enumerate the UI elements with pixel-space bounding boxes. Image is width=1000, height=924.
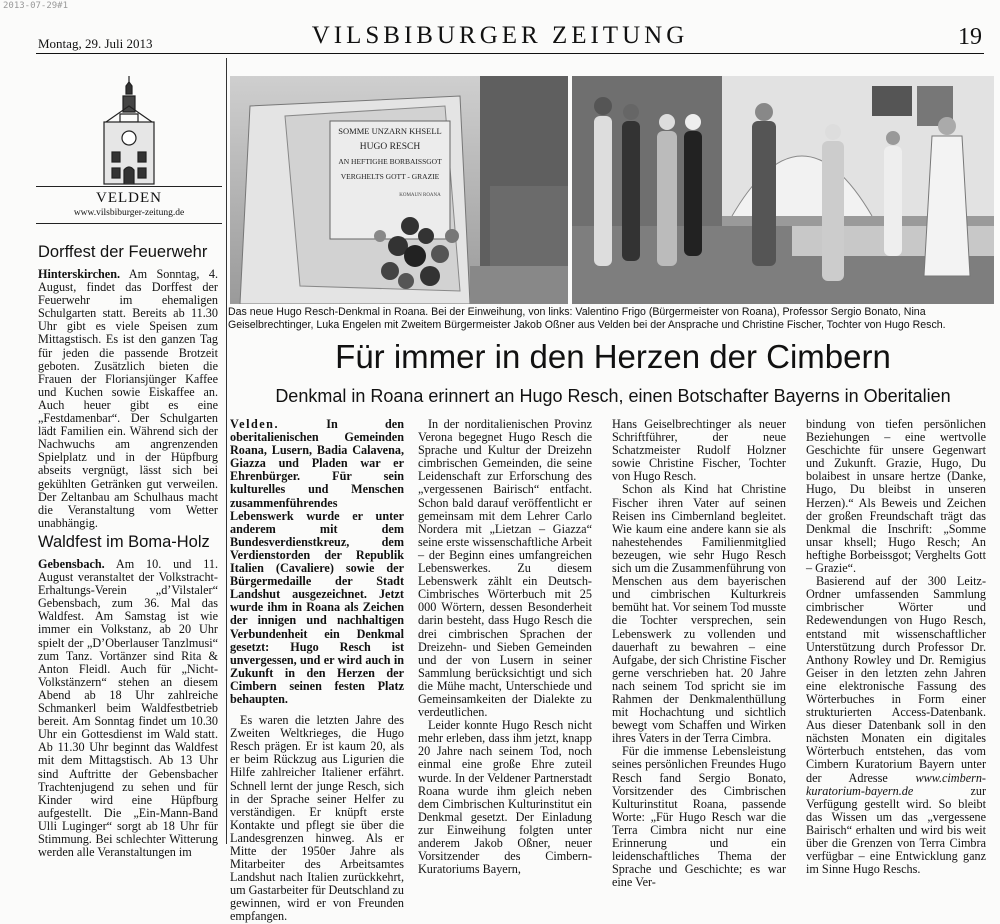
article-title-waldfest: Waldfest im Boma-Holz (38, 533, 210, 551)
website-link[interactable]: www.cimbern-kuratorium-bayern.de (806, 770, 986, 798)
lead-paragraph: In den oberitalienischen Gemeinden Roana, Lusern, Badia Calavena, Giazza und Pladen war er Ehrenbürger. Für sein kulturelles und Menschen zusammenführendes Lebenswerk wurde er unter anderem mit dem Bundesverdienstkreuz, dem Verdienstorden der Republik Italien (Cavaliere) sowie der Bürgermedaille der Stadt Landshut ausgezeichnet. Jetzt wurde ihm in Roana als Zeichen der innigen und nachhaltigen Verbundenheit ein Denkmal gesetzt: Hugo Resch ist unvergessen, und er wird auch in Zukunft in den Herzen der Cimbern seinen festen Platz behaupten. (230, 417, 404, 706)
subheadline: Denkmal in Roana erinnert an Hugo Resch, einen Botschafter Bayerns in Oberitalien (275, 386, 951, 406)
dateline: Velden. (230, 417, 279, 431)
section-rule (36, 186, 222, 187)
article-body-waldfest (38, 558, 218, 859)
article-title-dorffest: Dorffest der Feuerwehr (38, 243, 208, 261)
article-column-3 (612, 418, 786, 889)
page-number: 19 (958, 24, 982, 50)
photo-caption: Das neue Hugo Resch-Denkmal in Roana. Bei der Einweihung, von links: Valentino Frigo (Bürgermeister von Roana), Professor Sergio Bonato, Nina Geiselbrechtinger, Luka Engelen mit Zweitem Bürgermeister Jakob Oßner aus Velden bei der Ansprache und Christine Fischer, Tochter von Hugo Resch. (228, 306, 946, 331)
town-crest-icon (36, 72, 222, 192)
article-column-2 (418, 418, 592, 876)
paragraph-continued: zur Verfügung gestellt wird. So bleibt das Wissen um das „vergessene Bairisch“ erhalten und wird bis weit über die Grenzen von Terra Cimbra verfügbar – eine Entwicklung ganz im Sinne Hugo Reschs. (806, 783, 986, 877)
article-body-dorffest (38, 268, 218, 530)
photo-monument (230, 76, 568, 304)
paragraph: In der norditalienischen Provinz Verona begegnet Hugo Resch die Sprache und Kultur der Dreizehn cimbrischen Gemeinden, die seine Leidenschaft zur Erforschung des „vergessenen Bairisch“ entfacht. Schon bald darauf veröffentlicht er gemeinsam mit dem Lehrer Carlo Nordera mit „Lietzan – Giazza“ seine erste wissenschaftliche Arbeit – der Beginn eines umfangreichen Lebenswerkes. Zu diesem Lebenswerk zählt ein Deutsch-Cimbrisches Wörterbuch mit 25 000 Wörtern, dessen Besonderheit darin besteht, dass Hugo Resch die drei cimbrischen Sprachen der Dreizehn- und Sieben Gemeinden und der von Lusern in seiner Sammlung berücksichtigt und sich die Mühe macht, Unterschiede und Gemeinsamkeiten der Dialekte zu verdeutlichen. (418, 417, 592, 720)
paragraph: Schon als Kind hat Christine Fischer ihren Vater auf seinen Reisen ins Cimbernland begleitet. Wie kaum eine andere kann sie als nahestehendes Familienmitglied bezeugen, wie sehr Hugo Resch sich um die Zusammenführung von Menschen aus dem bayerischen und cimbrischen Kulturkreis bemüht hat. Vor seinem Tod musste die Tochter versprechen, sein Lebenswerk zu vollenden und dauerhaft zu bewahren – eine Aufgabe, der sich Christine Fischer gerne verschrieben hat. 20 Jahre nach seinem Tod spricht sie im Rahmen der Denkmalenthüllung mit Hochachtung und sichtlich bewegt vom Schaffen und Wirken ihres Vaters in der Terra Cimbra. (612, 482, 786, 746)
plaque-line-3: AN HEFTIGHE BORBAISSGOT (338, 157, 442, 166)
paragraph: bindung von tiefen persönlichen Beziehungen – eine wertvolle Geschichte für unsere Gegenwart und Zukunft. Grazie, Hugo, Du bolaibest in unsare hertze (Danke, Hugo, Du bleibst in unseren Herzen).“ Als Beweis und Zeichen der großen Freundschaft trägt das Denkmal die Inschrift: „Somme unsar khsell; Hugo Resch; An heftighe Borbeissgot; Verghelts Gott – Grazie“. (806, 417, 986, 576)
article-text: Am Sonntag, 4. August, findet das Dorffest der Feuerwehr im ehemaligen Schulgarten statt. Bereits ab 11.30 Uhr gibt es viele Speisen zum Mittagstisch. Es ist den ganzen Tag für jeden die passende Brotzeit geboten. Zusätzlich bieten die Frauen der Floriansjünger Kaffee und Kuchen sowie Eiskaffee an. Auch heuer gibt es eine „Festdamenbar“. Der Schulgarten lädt Familien ein. Während sich der Nachwuchs am angrenzenden Spielplatz und in der Hüpfburg abseits vergnügt, lässt sich bei gekühlten Getränken gut verweilen. Der Zeltanbau am Schulhaus macht die Veranstaltung vom Wetter unabhängig. (38, 267, 219, 530)
column-divider (226, 58, 227, 844)
article-column-4 (806, 418, 986, 876)
paragraph: Es waren die letzten Jahre des Zweiten Weltkrieges, die Hugo Resch prägen. Er ist kaum 20, als er beim Rückzug aus Ligurien die Hilfe zahlreicher Italiener erfährt. Schnell lernt der junge Resch, sich in der Sprache seiner Helfer zu verständigen. Er knüpft erste Kontakte und pflegt sie über die Landesgrenzen hinweg. Als er Mitte der 1950er Jahre als Mitarbeiter des Arbeitsamtes Landshut nach Italien zurückkehrt, um Gastarbeiter für Deutschland zu gewinnen, wird er von Freunden empfangen. (230, 713, 404, 924)
header-rule (36, 53, 984, 54)
article-column-1 (230, 418, 404, 924)
plaque-line-2: HUGO RESCH (359, 142, 421, 152)
plaque-line-4: VERGHELTS GOTT - GRAZIE (340, 172, 440, 181)
section-name: VELDEN (96, 190, 162, 206)
photo-ceremony (572, 76, 994, 304)
plaque-line-5: KOMAUN ROANA (399, 193, 441, 198)
archive-stamp: 2013-07-29#1 (3, 1, 69, 11)
section-rule-bottom (36, 223, 222, 224)
headline: Für immer in den Herzen der Cimbern (335, 338, 891, 375)
paragraph: Basierend auf der 300 Leitz-Ordner umfassenden Sammlung cimbrischer Wörter und Redewendungen von Hugo Resch, entstand mit wissenschaftlicher Unterstützung durch Professor Dr. Anthony Rowley und Dr. Remigius Geiser in den letzten zehn Jahren eine elektronische Fassung des Wörterbuches in Form einer strukturierten Access-Datenbank. Aus dieser Datenbank soll in den nächsten Monaten ein digitales Wörterbuch entstehen, das vom Cimbern Kuratorium Bayern unter der Adresse (806, 574, 986, 785)
issue-date: Montag, 29. Juli 2013 (38, 36, 153, 51)
dateline: Hinterskirchen. (38, 267, 121, 281)
plaque-line-1: SOMME UNZARN KHSELL (338, 126, 442, 136)
paragraph: Hans Geiselbrechtinger als neuer Schriftführer, der neue Schatzmeister Rudolf Holzner sowie Christine Fischer, Tochter von Hugo Resch. (612, 417, 786, 484)
paragraph: Für die immense Lebensleistung seines persönlichen Freundes Hugo Resch fand Sergio Bonato, Vorsitzender des Cimbrischen Kulturinstitut Roana, passende Worte: „Für Hugo Resch war die Terra Cimbra nicht nur eine Erinnerung und ein leidenschaftliches Thema der Sprache und Geschichte; es war eine Ver- (612, 744, 786, 890)
article-text: Am 10. und 11. August veranstaltet der Volkstracht-Erhaltungs-Verein „d’Vilstaler“ Gebensbach, zum 36. Mal das Waldfest. Am Samstag ist wie immer ein Volkstanz, ab 20 Uhr spielt der „D’Oberlauser Tanzlmusi“ zum Tanz. Vortänzer sind Rita & Anton Fleidl. Auch für „Nicht-Volkstänzern“ stehen an diesem Abend ab 18 Uhr zahlreiche Schmankerl beim Waldfestbetrieb bereit. Am Sonntag findet um 10.30 Uhr ein Gottesdienst im Wald statt. Ab 11.30 Uhr beginnt das Waldfest mit dem Mittagstisch. Ab 13 Uhr sind Auftritte der Gebensbacher Trachtenjugend zu sehen und für Kinder wird eine Hüpfburg aufgestellt. Die „Ein-Mann-Band Ulli Luginger“ sorgt ab 18 Uhr für Stimmung. Bei schlechter Witterung werden alle Veranstaltungen im (38, 557, 218, 860)
dateline: Gebensbach. (38, 557, 105, 571)
paragraph: Leider konnte Hugo Resch nicht mehr erleben, dass ihm jetzt, knapp 20 Jahre nach seinem Tod, noch einmal eine große Ehre zuteil wurde. In der Veldener Partnerstadt Roana wurde ihm gleich neben dem Cimbrischen Kulturinstitut ein Denkmal gesetzt. Der Einladung zur Einweihung folgten unter anderem Jakob Oßner, neuer Vorsitzender des Cimbern-Kuratoriums Bayern, (418, 718, 592, 877)
section-url[interactable]: www.vilsbiburger-zeitung.de (73, 208, 185, 218)
newspaper-title: VILSBIBURGER ZEITUNG (311, 22, 689, 49)
